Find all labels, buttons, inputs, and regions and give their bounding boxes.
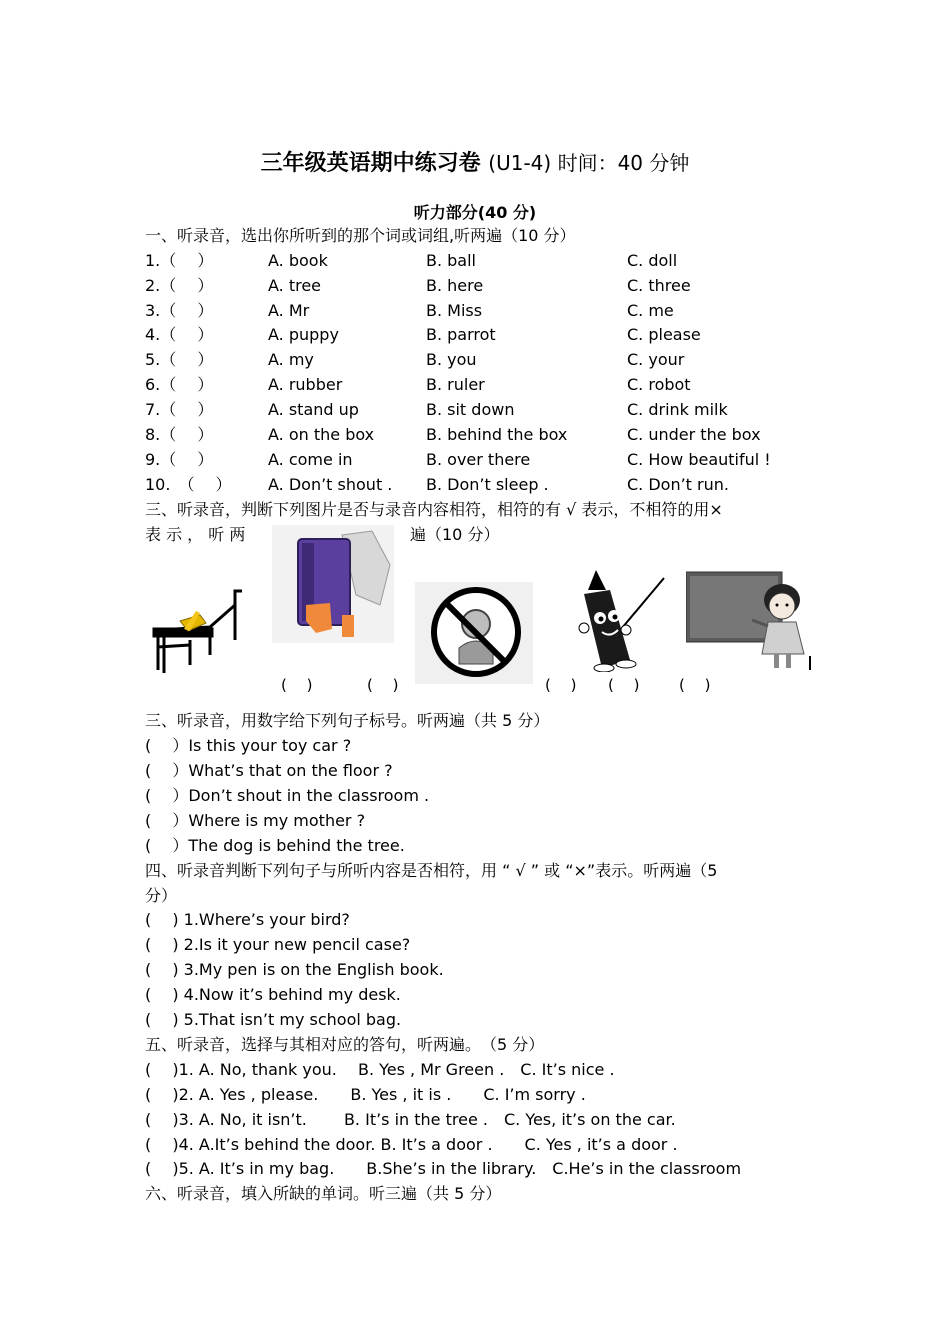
section-title: 听力部分(40 分) — [413, 203, 537, 222]
part4-item: ( ) 2.Is it your new pencil case? — [145, 935, 411, 954]
part1-item-num: 6.（ ） — [145, 375, 214, 394]
part4-heading-line1: 四、听录音判断下列句子与所听内容是否相符，用 “ √ ” 或 “×”表示。听两遍（5 — [145, 861, 718, 880]
part6-heading: 六、听录音，填入所缺的单词。听三遍（共 5 分） — [145, 1184, 502, 1203]
part4-item: ( ) 5.That isn’t my school bag. — [145, 1010, 402, 1029]
part4-heading-line2: 分） — [145, 886, 178, 905]
part5-item: ( )1. A. No, thank you. B. Yes , Mr Green . C. It’s nice . — [145, 1060, 615, 1079]
part1-item-num: 9.（ ） — [145, 450, 214, 469]
part1-item-a: A. tree — [268, 276, 322, 295]
part3-item: ( ）Where is my mother ? — [145, 811, 366, 830]
part1-item-a: A. puppy — [268, 325, 339, 344]
part1-item-b: B. behind the box — [426, 425, 568, 444]
part1-item-a: A. Don’t shout . — [268, 475, 393, 494]
part1-heading: 一、听录音，选出你所听到的那个词或词组,听两遍（10 分） — [145, 226, 576, 245]
part5-heading: 五、听录音，选择与其相对应的答句，听两遍。 （5 分） — [145, 1035, 545, 1054]
part1-item-c: C. drink milk — [627, 400, 728, 419]
picture-answer-blank[interactable]: ( ) — [545, 676, 577, 694]
part1-item-b: B. ball — [426, 251, 476, 270]
part1-item-c: C. please — [627, 325, 701, 344]
part1-item-b: B. over there — [426, 450, 531, 469]
desk-picture — [150, 585, 245, 675]
part1-item-num: 2.（ ） — [145, 276, 214, 295]
book-picture — [272, 525, 394, 643]
part3-item: ( ）The dog is behind the tree. — [145, 836, 405, 855]
part2-heading-line2b: 遍（10 分） — [410, 525, 500, 544]
part2-heading-line1: 三、听录音，判断下列图片是否与录音内容相符，相符的有 √ 表示，不相符的用× — [145, 500, 723, 519]
part1-item-b: B. you — [426, 350, 477, 369]
part3-item: ( ）Don’t shout in the classroom . — [145, 786, 430, 805]
part4-item: ( ) 3.My pen is on the English book. — [145, 960, 444, 979]
part1-item-c: C. your — [627, 350, 685, 369]
part3-item: ( ）What’s that on the floor ? — [145, 761, 393, 780]
title-rest: (U1-4) 时间：40 分钟 — [488, 151, 690, 175]
part4-item: ( ) 4.Now it’s behind my desk. — [145, 985, 401, 1004]
picture-answer-blank[interactable]: ( ) — [679, 676, 711, 694]
part1-item-b: B. Don’t sleep . — [426, 475, 549, 494]
pencil-teacher-picture — [560, 568, 668, 672]
picture-answer-blank[interactable]: ( ) — [367, 676, 399, 694]
part1-item-a: A. Mr — [268, 301, 310, 320]
part1-item-a: A. rubber — [268, 375, 343, 394]
part4-item: ( ) 1.Where’s your bird? — [145, 910, 350, 929]
part5-item: ( )5. A. It’s in my bag. B.She’s in the library. C.He’s in the classroom — [145, 1159, 742, 1178]
part5-item: ( )3. A. No, it isn’t. B. It’s in the tree . C. Yes, it’s on the car. — [145, 1110, 676, 1129]
part1-item-c: C. three — [627, 276, 691, 295]
part1-item-num: 5.（ ） — [145, 350, 214, 369]
blackboard-girl-picture — [686, 570, 812, 670]
part1-item-b: B. sit down — [426, 400, 515, 419]
part1-item-b: B. parrot — [426, 325, 496, 344]
part1-item-a: A. my — [268, 350, 314, 369]
part1-item-c: C. robot — [627, 375, 691, 394]
part1-item-b: B. ruler — [426, 375, 485, 394]
part1-item-num: 7.（ ） — [145, 400, 214, 419]
part1-item-num: 1.（ ） — [145, 251, 214, 270]
part1-item-c: C. How beautiful ! — [627, 450, 771, 469]
page-title — [0, 146, 950, 177]
title-cn: 三年级英语期中练习卷 — [260, 151, 481, 176]
part1-item-num: 10. （ ） — [145, 475, 232, 494]
picture-answer-blank[interactable]: ( ) — [281, 676, 313, 694]
part1-item-a: A. stand up — [268, 400, 359, 419]
part5-item: ( )2. A. Yes , please. B. Yes , it is . C. I’m sorry . — [145, 1085, 586, 1104]
part3-heading: 三、听录音，用数字给下列句子标号。听两遍（共 5 分） — [145, 711, 550, 730]
part1-item-b: B. Miss — [426, 301, 483, 320]
part1-item-c: C. doll — [627, 251, 678, 270]
part1-item-b: B. here — [426, 276, 484, 295]
part2-heading-line2a: 表 示 ， 听 两 — [145, 525, 246, 544]
part1-item-c: C. Don’t run. — [627, 475, 729, 494]
part1-item-a: A. book — [268, 251, 328, 270]
part1-item-num: 8.（ ） — [145, 425, 214, 444]
part1-item-a: A. come in — [268, 450, 353, 469]
part1-item-a: A. on the box — [268, 425, 375, 444]
part5-item: ( )4. A.It’s behind the door. B. It’s a door . C. Yes , it’s a door . — [145, 1135, 678, 1154]
picture-answer-blank[interactable]: ( ) — [608, 676, 640, 694]
part1-item-c: C. me — [627, 301, 674, 320]
part1-item-c: C. under the box — [627, 425, 761, 444]
no-shouting-sign-picture — [415, 582, 533, 684]
part1-item-num: 3.（ ） — [145, 301, 214, 320]
part1-item-num: 4.（ ） — [145, 325, 214, 344]
part3-item: ( ）Is this your toy car ? — [145, 736, 352, 755]
